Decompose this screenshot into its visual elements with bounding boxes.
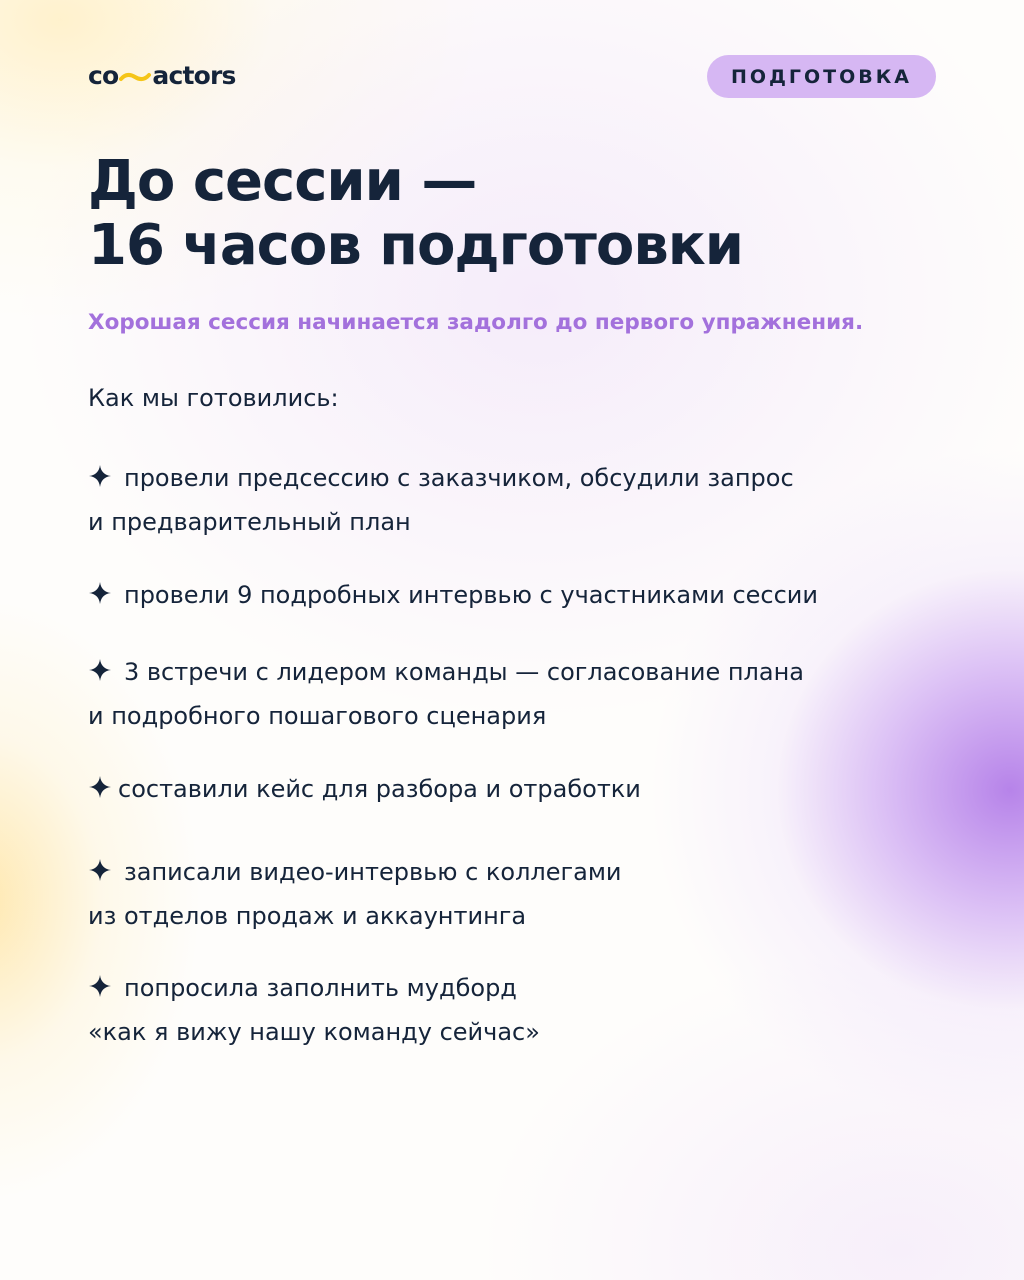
four-point-star-icon xyxy=(88,658,112,682)
list-item-text: и подробного пошагового сценария xyxy=(88,702,547,730)
logo-text-left: co xyxy=(88,60,119,90)
four-point-star-icon xyxy=(88,581,112,605)
list-item-text: 3 встречи с лидером команды — согласование плана xyxy=(124,658,804,686)
title-line-2: 16 часов подготовки xyxy=(88,213,743,278)
title-line-1: До сессии — xyxy=(88,149,477,214)
list-item xyxy=(88,650,804,738)
list-item-text: записали видео-интервью с коллегами xyxy=(124,858,622,886)
list-item xyxy=(88,966,540,1054)
intro-text: Как мы готовились: xyxy=(88,384,339,412)
list-item xyxy=(88,850,622,938)
section-badge: ПОДГОТОВКА xyxy=(707,55,936,98)
brand-logo xyxy=(88,60,236,90)
four-point-star-icon xyxy=(88,974,112,998)
list-item xyxy=(88,456,794,544)
four-point-star-icon xyxy=(88,775,112,799)
four-point-star-icon xyxy=(88,858,112,882)
list-item-text: попросила заполнить мудборд xyxy=(124,974,517,1002)
page-title xyxy=(88,150,743,278)
list-item xyxy=(88,767,641,811)
list-item-text: и предварительный план xyxy=(88,508,411,536)
list-item xyxy=(88,573,818,617)
subtitle: Хорошая сессия начинается задолго до первого упражнения. xyxy=(88,310,864,335)
list-item-text: «как я вижу нашу команду сейчас» xyxy=(88,1018,540,1046)
wave-icon xyxy=(119,70,151,84)
list-item-text: провели предсессию с заказчиком, обсудили запрос xyxy=(124,464,794,492)
list-item-text: провели 9 подробных интервью с участниками сессии xyxy=(124,581,818,609)
list-item-text: составили кейс для разбора и отработки xyxy=(118,775,641,803)
four-point-star-icon xyxy=(88,464,112,488)
list-item-text: из отделов продаж и аккаунтинга xyxy=(88,902,527,930)
logo-text-right: actors xyxy=(152,60,236,90)
